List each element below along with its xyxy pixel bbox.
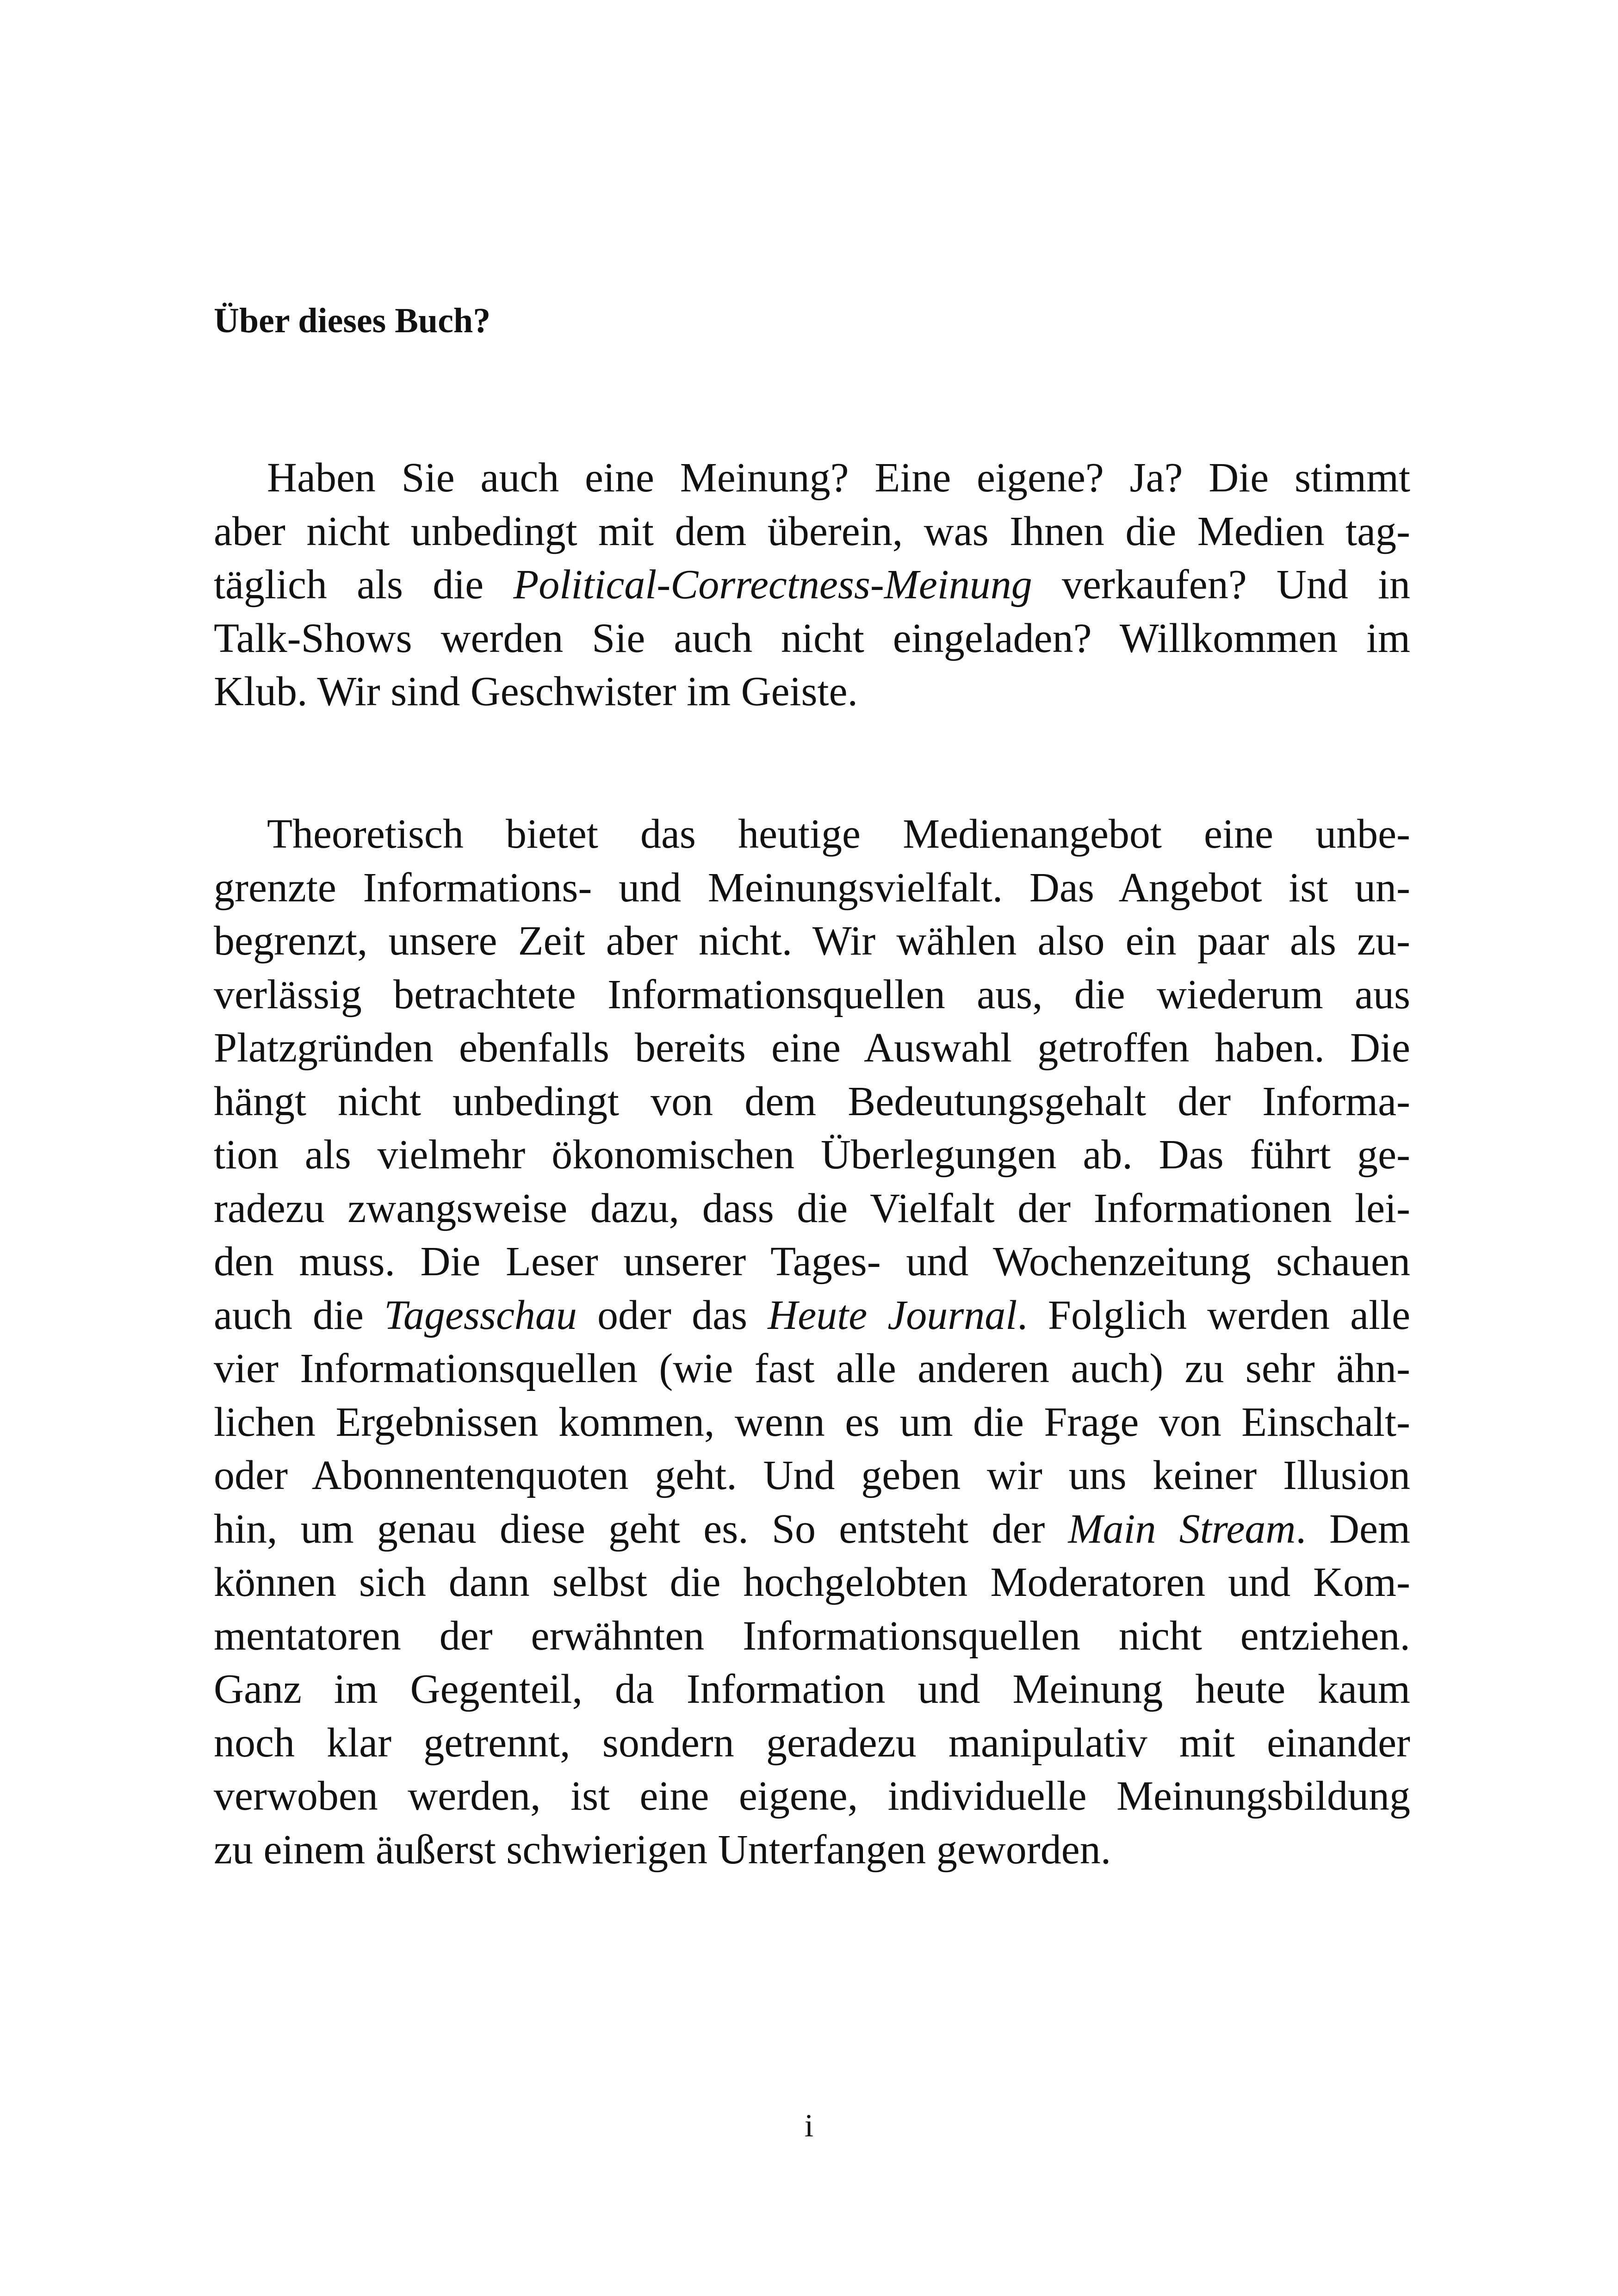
text-line: Theoretisch bietet das heutige Medienangebot eine unbe- xyxy=(267,811,1410,857)
section-heading: Über dieses Buch? xyxy=(214,301,491,340)
text-line: aber nicht unbedingt mit dem überein, was Ihnen die Medien tag- xyxy=(214,508,1410,554)
text-line: grenzte Informations- und Meinungsvielfalt. Das Angebot ist un- xyxy=(214,864,1410,911)
emphasized-term: Main Stream xyxy=(1068,1506,1296,1552)
text-segment: hin, um genau diese geht es. So entsteht der xyxy=(214,1506,1068,1552)
text-segment: auch die xyxy=(214,1292,384,1338)
text-line: begrenzt, unsere Zeit aber nicht. Wir wählen also ein paar als zu- xyxy=(214,918,1410,964)
text-line: Klub. Wir sind Geschwister im Geiste. xyxy=(214,669,858,714)
text-line xyxy=(214,1289,1410,1342)
text-line: tion als vielmehr ökonomischen Überlegungen ab. Das führt ge- xyxy=(214,1132,1410,1178)
text-segment: verkaufen? Und in xyxy=(1032,562,1410,608)
text-segment: oder das xyxy=(577,1292,768,1338)
text-line: Haben Sie auch eine Meinung? Eine eigene? Ja? Die stimmt xyxy=(267,455,1410,501)
paragraph-intro xyxy=(214,451,1410,719)
text-line: verwoben werden, ist eine eigene, individuelle Meinungsbildung xyxy=(214,1773,1410,1819)
text-line: können sich dann selbst die hochgelobten Moderatoren und Kom- xyxy=(214,1559,1410,1605)
page-number: i xyxy=(804,2108,814,2144)
text-line: den muss. Die Leser unserer Tages- und Wochenzeitung schauen xyxy=(214,1239,1410,1285)
text-line: Ganz im Gegenteil, da Information und Meinung heute kaum xyxy=(214,1666,1410,1712)
text-line: radezu zwangsweise dazu, dass die Vielfalt der Informationen lei- xyxy=(214,1185,1410,1231)
text-segment: täglich als die xyxy=(214,562,514,608)
text-line: vier Informationsquellen (wie fast alle anderen auch) zu sehr ähn- xyxy=(214,1346,1410,1391)
emphasized-term: Heute Journal xyxy=(768,1292,1017,1338)
text-line xyxy=(214,1502,1410,1556)
text-line: Platzgründen ebenfalls bereits eine Auswahl getroffen haben. Die xyxy=(214,1025,1410,1071)
emphasized-term: Political-Correctness-Meinung xyxy=(513,562,1032,608)
text-segment: . Dem xyxy=(1296,1506,1410,1552)
emphasized-term: Tagesschau xyxy=(384,1292,577,1338)
text-line xyxy=(214,558,1410,612)
paragraph-media xyxy=(214,807,1410,1876)
text-line: hängt nicht unbedingt von dem Bedeutungsgehalt der Informa- xyxy=(214,1078,1410,1124)
text-line: lichen Ergebnissen kommen, wenn es um die Frage von Einschalt- xyxy=(214,1399,1410,1445)
text-line: zu einem äußerst schwierigen Unterfangen geworden. xyxy=(214,1826,1111,1873)
text-segment: . Folglich werden alle xyxy=(1017,1292,1411,1338)
text-line: oder Abonnentenquoten geht. Und geben wir uns keiner Illusion xyxy=(214,1452,1410,1498)
text-line: verlässig betrachtete Informationsquellen aus, die wiederum aus xyxy=(214,971,1410,1018)
text-line: mentatoren der erwähnten Informationsquellen nicht entziehen. xyxy=(214,1613,1410,1659)
text-line: Talk-Shows werden Sie auch nicht eingeladen? Willkommen im xyxy=(214,615,1410,661)
text-line: noch klar getrennt, sondern geradezu manipulativ mit einander xyxy=(214,1719,1410,1766)
